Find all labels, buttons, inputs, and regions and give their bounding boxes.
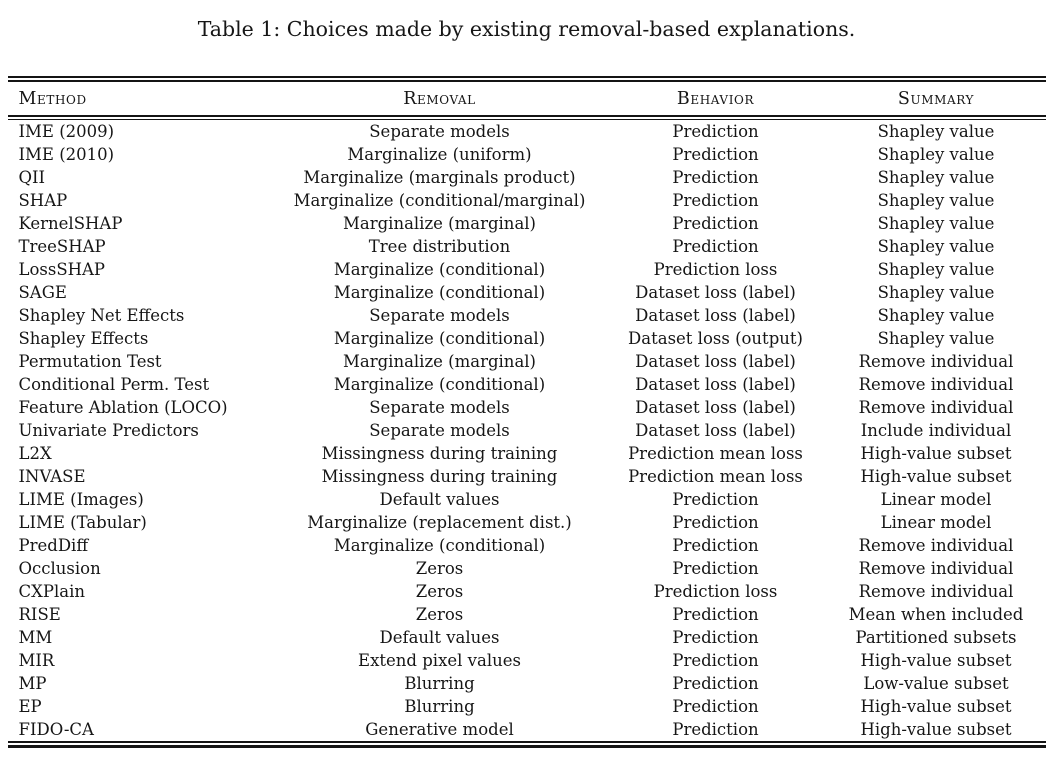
bottom-rule [8,741,1046,748]
cell-removal: Marginalize (conditional) [333,260,546,279]
cell-removal: Zeros [415,559,464,578]
cell-removal: Separate models [369,306,510,325]
cell-removal: Missingness during training [321,444,558,463]
table-row [8,304,1046,327]
cell-removal: Zeros [415,605,464,624]
cell-method: Shapley Net Effects [18,306,185,325]
cell-removal: Marginalize (uniform) [347,145,532,164]
cell-summary: High-value subset [860,444,1012,463]
cell-method: SHAP [18,191,68,210]
cell-summary: Remove individual [858,352,1014,371]
cell-removal: Blurring [404,697,475,716]
table-row [8,695,1046,718]
cell-removal: Missingness during training [321,467,558,486]
table-header-row [8,82,1046,115]
column-header-behavior: Behavior [676,88,755,109]
cell-behavior: Prediction [672,191,759,210]
cell-removal: Tree distribution [368,237,511,256]
cell-behavior: Prediction [672,536,759,555]
cell-behavior: Dataset loss (label) [635,421,796,440]
table-row [8,534,1046,557]
cell-behavior: Dataset loss (label) [635,375,796,394]
cell-behavior: Prediction [672,697,759,716]
cell-method: TreeSHAP [18,237,106,256]
cell-summary: High-value subset [860,697,1012,716]
cell-summary: Shapley value [877,260,995,279]
cell-removal: Marginalize (conditional) [333,375,546,394]
cell-method: EP [18,697,42,716]
table-row [8,488,1046,511]
cell-summary: Low-value subset [863,674,1009,693]
column-header-method: Method [18,88,87,109]
cell-removal: Marginalize (conditional) [333,283,546,302]
cell-summary: Remove individual [858,398,1014,417]
cell-behavior: Prediction [672,513,759,532]
cell-summary: Shapley value [877,145,995,164]
cell-removal: Zeros [415,582,464,601]
table-row [8,212,1046,235]
cell-method: MIR [18,651,55,670]
cell-behavior: Prediction [672,490,759,509]
cell-summary: Remove individual [858,582,1014,601]
cell-behavior: Prediction [672,651,759,670]
table-row [8,465,1046,488]
cell-removal: Separate models [369,122,510,141]
cell-removal: Marginalize (conditional) [333,329,546,348]
cell-behavior: Prediction loss [653,260,778,279]
column-header-removal: Removal [403,88,476,109]
cell-summary: Partitioned subsets [855,628,1017,647]
table-row [8,626,1046,649]
cell-method: LIME (Tabular) [18,513,147,532]
cell-removal: Marginalize (marginal) [342,352,536,371]
cell-removal: Separate models [369,421,510,440]
cell-summary: Linear model [880,490,992,509]
cell-behavior: Prediction mean loss [628,467,803,486]
cell-removal: Blurring [404,674,475,693]
cell-removal: Default values [379,490,500,509]
column-header-summary: Summary [897,88,975,109]
cell-summary: High-value subset [860,467,1012,486]
table-row [8,396,1046,419]
table-row [8,350,1046,373]
cell-method: KernelSHAP [18,214,123,233]
table-row [8,120,1046,143]
cell-behavior: Prediction loss [653,582,778,601]
table-row [8,672,1046,695]
cell-removal: Marginalize (conditional/marginal) [293,191,586,210]
table-row [8,511,1046,534]
cell-summary: Remove individual [858,375,1014,394]
table-row [8,143,1046,166]
cell-removal: Marginalize (conditional) [333,536,546,555]
cell-method: Feature Ablation (LOCO) [18,398,228,417]
table-caption: Table 1: Choices made by existing removal-based explanations. [197,17,856,41]
table [8,76,1046,748]
cell-behavior: Dataset loss (output) [628,329,803,348]
table-row [8,649,1046,672]
cell-behavior: Prediction [672,122,759,141]
table-row [8,235,1046,258]
cell-behavior: Prediction [672,720,759,739]
cell-method: IME (2010) [18,145,115,164]
cell-method: LIME (Images) [18,490,144,509]
cell-method: Conditional Perm. Test [18,375,210,394]
table-row [8,373,1046,396]
cell-removal: Separate models [369,398,510,417]
cell-summary: High-value subset [860,720,1012,739]
table-row [8,419,1046,442]
cell-summary: High-value subset [860,651,1012,670]
table-row [8,258,1046,281]
cell-summary: Shapley value [877,237,995,256]
cell-method: Occlusion [18,559,101,578]
table-row [8,166,1046,189]
cell-method: MP [18,674,47,693]
cell-removal: Marginalize (replacement dist.) [307,513,572,532]
cell-behavior: Dataset loss (label) [635,352,796,371]
cell-behavior: Dataset loss (label) [635,306,796,325]
cell-behavior: Prediction [672,145,759,164]
cell-behavior: Prediction [672,214,759,233]
cell-removal: Marginalize (marginals product) [303,168,576,187]
cell-method: MM [18,628,53,647]
cell-removal: Generative model [365,720,514,739]
cell-summary: Remove individual [858,559,1014,578]
cell-method: IME (2009) [18,122,115,141]
cell-removal: Extend pixel values [358,651,521,670]
cell-behavior: Prediction [672,605,759,624]
cell-behavior: Dataset loss (label) [635,398,796,417]
table-row [8,442,1046,465]
cell-method: QII [18,168,46,187]
cell-summary: Linear model [880,513,992,532]
cell-method: LossSHAP [18,260,106,279]
cell-method: Permutation Test [18,352,162,371]
cell-summary: Shapley value [877,168,995,187]
cell-method: Shapley Effects [18,329,149,348]
cell-summary: Include individual [860,421,1012,440]
cell-summary: Shapley value [877,306,995,325]
table-row [8,718,1046,741]
cell-method: L2X [18,444,52,463]
cell-method: PredDiff [18,536,89,555]
cell-removal: Default values [379,628,500,647]
cell-summary: Shapley value [877,283,995,302]
cell-behavior: Prediction [672,674,759,693]
cell-method: CXPlain [18,582,85,601]
table-row [8,327,1046,350]
cell-method: Univariate Predictors [18,421,199,440]
cell-summary: Shapley value [877,329,995,348]
cell-summary: Shapley value [877,191,995,210]
table-body [8,120,1046,741]
cell-behavior: Prediction mean loss [628,444,803,463]
cell-method: FIDO-CA [18,720,94,739]
cell-method: INVASE [18,467,86,486]
table-row [8,557,1046,580]
table-row [8,603,1046,626]
table-row [8,281,1046,304]
cell-behavior: Dataset loss (label) [635,283,796,302]
cell-method: SAGE [18,283,67,302]
cell-behavior: Prediction [672,628,759,647]
cell-behavior: Prediction [672,559,759,578]
cell-summary: Mean when included [848,605,1024,624]
cell-summary: Shapley value [877,214,995,233]
cell-behavior: Prediction [672,168,759,187]
cell-removal: Marginalize (marginal) [342,214,536,233]
cell-summary: Remove individual [858,536,1014,555]
cell-summary: Shapley value [877,122,995,141]
table-row [8,189,1046,212]
cell-method: RISE [18,605,61,624]
table-row [8,580,1046,603]
cell-behavior: Prediction [672,237,759,256]
